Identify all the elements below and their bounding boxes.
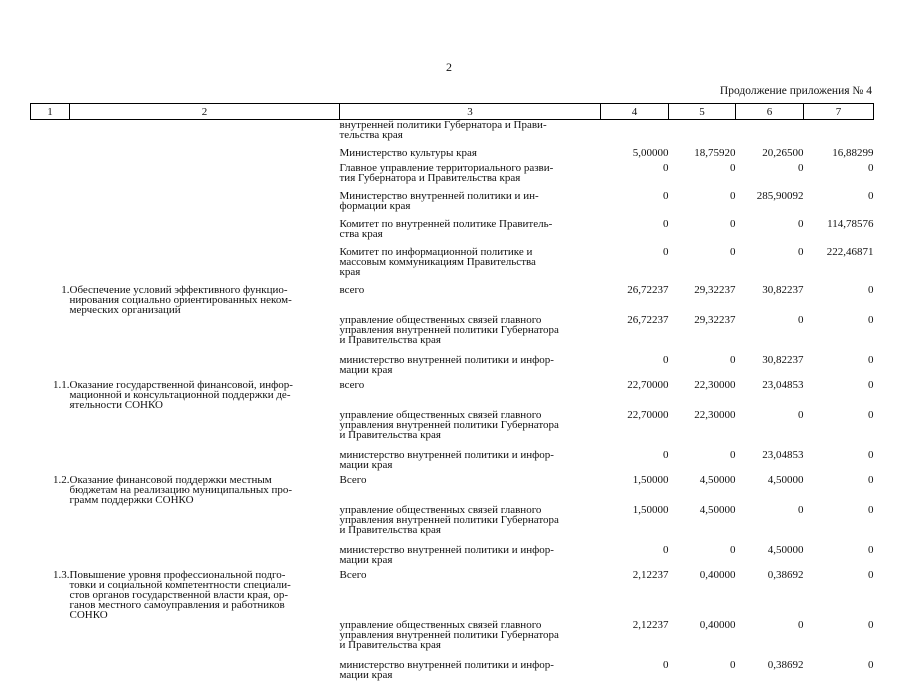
- row-executor: министерство внутренней политики и инфор- мации края: [339, 658, 554, 681]
- row-value-5: 0,40000: [699, 568, 736, 581]
- appendix-table: [30, 103, 874, 681]
- row-value-5: 29,32237: [694, 313, 736, 326]
- row-name: [70, 158, 340, 186]
- row-executor: управление общественных связей главного управления внутренней политики Губернатора и Правительства края: [339, 503, 559, 536]
- row-name: [70, 505, 340, 542]
- row-value-4: 22,70000: [627, 408, 669, 421]
- row-name: Оказание финансовой поддержки местным бюджетам на реализацию муниципальных про- грамм поддержки СОНКО: [69, 473, 293, 506]
- row-value-4: 0: [663, 353, 669, 366]
- page-number: 2: [446, 60, 452, 74]
- row-number: [31, 657, 70, 681]
- row-number: [31, 447, 70, 471]
- row-value-6: 0: [798, 503, 804, 516]
- row-value-7: 0: [868, 473, 874, 486]
- table-row: [31, 620, 874, 657]
- row-number: [31, 542, 70, 566]
- row-value-6: 30,82237: [762, 283, 804, 296]
- row-value-6: 4,50000: [767, 543, 804, 556]
- row-value-6: 0: [798, 161, 804, 174]
- row-executor: министерство внутренней политики и инфор- мации края: [339, 543, 554, 566]
- row-name: Повышение уровня профессиональной подго- товки и социальной компетентности специали- стов органов государственной власти края, ор- ганов местного самоуправления и работников СОНКО: [69, 568, 291, 621]
- row-name: [70, 620, 340, 657]
- row-value-7: 114,78576: [827, 217, 874, 230]
- row-value-7: 0: [868, 543, 874, 556]
- row-name: [70, 120, 340, 141]
- table-row: [31, 657, 874, 681]
- row-value-5: 0: [730, 189, 736, 202]
- row-number: 1.3.: [53, 568, 70, 581]
- row-number: [31, 352, 70, 376]
- row-value-7: 0: [868, 378, 874, 391]
- row-value-6: [736, 120, 804, 141]
- row-value-5: 0: [730, 543, 736, 556]
- row-number: [31, 186, 70, 214]
- row-value-5: 0: [730, 245, 736, 258]
- row-value-7: 0: [868, 189, 874, 202]
- row-number: 1.: [61, 283, 70, 296]
- row-value-5: [669, 120, 736, 141]
- row-value-5: 22,30000: [694, 378, 736, 391]
- row-value-6: 285,90092: [756, 189, 804, 202]
- table-row: [31, 352, 874, 376]
- row-value-5: 4,50000: [699, 473, 736, 486]
- row-executor: Министерство культуры края: [339, 146, 477, 159]
- row-executor: Главное управление территориального разви- тия Губернатора и Правительства края: [339, 161, 554, 184]
- row-value-7: 0: [868, 503, 874, 516]
- row-name: [70, 315, 340, 352]
- row-executor: Всего: [339, 473, 367, 486]
- row-value-6: 20,26500: [762, 146, 804, 159]
- row-number: [31, 214, 70, 242]
- row-value-5: 0: [730, 161, 736, 174]
- row-value-5: 0: [730, 217, 736, 230]
- table-row: [31, 471, 874, 505]
- header-col-1: 1: [31, 104, 70, 120]
- table-row: [31, 242, 874, 279]
- row-executor: внутренней политики Губернатора и Прави- тельства края: [339, 119, 547, 141]
- row-value-7: [804, 120, 874, 141]
- row-name: Оказание государственной финансовой, инфор- мационной и консультационной поддержки де- ятельности СОНКО: [69, 378, 293, 411]
- row-name: [70, 214, 340, 242]
- row-value-4: 5,00000: [632, 146, 669, 159]
- row-number: 1.1.: [53, 378, 70, 391]
- row-name: [70, 242, 340, 279]
- table-body: [31, 120, 874, 681]
- row-value-4: 26,72237: [627, 283, 669, 296]
- row-name: [70, 186, 340, 214]
- row-value-5: 29,32237: [694, 283, 736, 296]
- row-value-5: 0,40000: [699, 618, 736, 631]
- row-value-6: 0: [798, 408, 804, 421]
- table-row: [31, 315, 874, 352]
- row-executor: Министерство внутренней политики и ин- формации края: [339, 189, 539, 212]
- row-number: 1.2.: [53, 473, 70, 486]
- row-value-6: 4,50000: [767, 473, 804, 486]
- row-executor: управление общественных связей главного управления внутренней политики Губернатора и Правительства края: [339, 408, 559, 441]
- row-value-5: 22,30000: [694, 408, 736, 421]
- row-number: [31, 120, 70, 141]
- row-value-6: 23,04853: [762, 448, 804, 461]
- row-value-4: 0: [663, 543, 669, 556]
- row-value-7: 0: [868, 283, 874, 296]
- row-value-4: 0: [663, 448, 669, 461]
- row-number: [31, 242, 70, 279]
- row-name: Обеспечение условий эффективного функцио- нирования социально ориентированных неком- мерческих организаций: [69, 283, 292, 316]
- row-value-4: 0: [663, 161, 669, 174]
- table-row: [31, 120, 874, 141]
- row-value-7: 0: [868, 313, 874, 326]
- row-name: [70, 410, 340, 447]
- row-value-4: 26,72237: [627, 313, 669, 326]
- row-value-6: 0: [798, 245, 804, 258]
- header-col-4: 4: [601, 104, 669, 120]
- row-value-5: 0: [730, 353, 736, 366]
- row-value-4: 2,12237: [632, 618, 669, 631]
- row-value-6: 30,82237: [762, 353, 804, 366]
- row-value-7: 0: [868, 161, 874, 174]
- header-col-7: 7: [804, 104, 874, 120]
- row-value-4: 1,50000: [632, 473, 669, 486]
- row-executor: управление общественных связей главного управления внутренней политики Губернатора и Правительства края: [339, 313, 559, 346]
- row-value-7: 0: [868, 658, 874, 671]
- row-name: [70, 447, 340, 471]
- header-col-2: 2: [70, 104, 340, 120]
- appendix-caption: Продолжение приложения № 4: [719, 85, 872, 97]
- header-col-6: 6: [736, 104, 804, 120]
- row-value-6: 0,38692: [767, 658, 804, 671]
- row-name: [70, 352, 340, 376]
- table-row: [31, 376, 874, 410]
- row-executor: Комитет по информационной политике и массовым коммуникациям Правительства края: [339, 245, 536, 278]
- row-name: [70, 542, 340, 566]
- row-value-6: 0,38692: [767, 568, 804, 581]
- row-value-7: 0: [868, 568, 874, 581]
- row-value-7: 0: [868, 618, 874, 631]
- row-value-5: 0: [730, 448, 736, 461]
- table-row: [31, 447, 874, 471]
- row-value-6: 23,04853: [762, 378, 804, 391]
- row-value-7: 222,46871: [826, 245, 874, 258]
- row-executor: Всего: [339, 568, 367, 581]
- row-value-7: 0: [868, 448, 874, 461]
- table-row: [31, 158, 874, 186]
- row-value-4: 1,50000: [632, 503, 669, 516]
- row-number: [31, 410, 70, 447]
- header-col-5: 5: [669, 104, 736, 120]
- row-value-6: 0: [798, 217, 804, 230]
- row-value-4: 0: [663, 217, 669, 230]
- row-value-5: 4,50000: [699, 503, 736, 516]
- table-row: [31, 186, 874, 214]
- header-col-3: 3: [340, 104, 601, 120]
- row-executor: министерство внутренней политики и инфор- мации края: [339, 448, 554, 471]
- row-value-6: 0: [798, 313, 804, 326]
- header-row: [31, 104, 874, 120]
- row-value-7: 0: [868, 408, 874, 421]
- row-value-7: 0: [868, 353, 874, 366]
- table-row: [31, 410, 874, 447]
- row-number: [31, 158, 70, 186]
- row-executor: Комитет по внутренней политике Правитель- ства края: [339, 217, 553, 240]
- table-row: [31, 505, 874, 542]
- row-number: [31, 620, 70, 657]
- row-number: [31, 505, 70, 542]
- row-executor: министерство внутренней политики и инфор- мации края: [339, 353, 554, 376]
- row-number: [31, 315, 70, 352]
- row-value-4: 0: [663, 245, 669, 258]
- row-value-4: [601, 120, 669, 141]
- row-value-4: 22,70000: [627, 378, 669, 391]
- table-row: [31, 542, 874, 566]
- row-value-4: 0: [663, 658, 669, 671]
- row-value-6: 0: [798, 618, 804, 631]
- row-value-5: 18,75920: [694, 146, 736, 159]
- table-row: [31, 566, 874, 620]
- row-value-4: 2,12237: [632, 568, 669, 581]
- row-executor: всего: [339, 283, 365, 296]
- row-executor: управление общественных связей главного управления внутренней политики Губернатора и Правительства края: [339, 618, 559, 651]
- table-row: [31, 214, 874, 242]
- table-row: [31, 141, 874, 158]
- row-value-7: 16,88299: [832, 146, 874, 159]
- row-value-4: 0: [663, 189, 669, 202]
- row-name: [70, 657, 340, 681]
- row-value-5: 0: [730, 658, 736, 671]
- row-name: [70, 141, 340, 158]
- row-number: [31, 141, 70, 158]
- table-row: [31, 279, 874, 315]
- row-executor: всего: [339, 378, 365, 391]
